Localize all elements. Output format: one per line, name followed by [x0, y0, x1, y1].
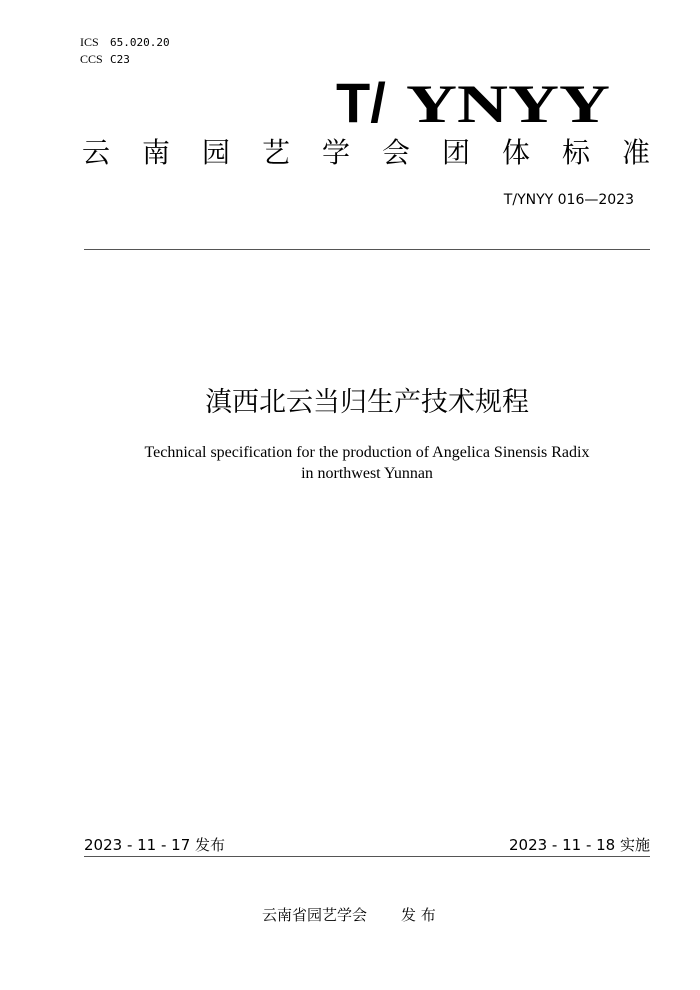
ics-row	[80, 34, 170, 51]
org-title-char: 云	[81, 136, 110, 169]
logo-letters: YNYY	[406, 74, 610, 134]
ccs-label: CCS	[80, 52, 103, 66]
org-title-char: 准	[621, 136, 650, 169]
org-title-char: 标	[561, 136, 590, 169]
date-row	[84, 834, 650, 855]
org-title-char: 团	[441, 136, 470, 169]
ccs-row	[80, 51, 170, 68]
footer-divider	[84, 856, 650, 857]
logo-prefix: T/	[336, 71, 386, 134]
publisher-line	[262, 904, 436, 925]
classification-codes	[80, 34, 170, 68]
tynyy-logo	[300, 70, 620, 134]
implementation-date: 2023 - 11 - 18 实施	[508, 836, 650, 854]
header-divider	[84, 249, 650, 250]
org-title-char: 南	[141, 136, 170, 169]
issue-date: 2023 - 11 - 17 发布	[84, 836, 226, 854]
english-title-line-1: Technical specification for the production of Angelica Sinensis Radix	[144, 444, 590, 461]
publisher-action: 发 布	[401, 906, 436, 924]
org-standard-title	[66, 134, 666, 172]
org-title-char: 会	[381, 136, 410, 169]
ccs-code: C23	[110, 53, 130, 66]
org-title-char: 艺	[261, 136, 290, 169]
english-title	[0, 442, 700, 484]
org-title-char: 体	[501, 136, 530, 169]
publisher-name: 云南省园艺学会	[262, 906, 368, 924]
chinese-title: 滇西北云当归生产技术规程	[205, 387, 529, 418]
ics-code: 65.020.20	[110, 36, 170, 49]
standard-number: T/YNYY 016—2023	[503, 192, 634, 208]
english-title-line-2: in northwest Yunnan	[301, 465, 433, 482]
org-title-char: 学	[321, 136, 350, 169]
org-title-char: 园	[201, 136, 230, 169]
ics-label: ICS	[80, 35, 99, 49]
